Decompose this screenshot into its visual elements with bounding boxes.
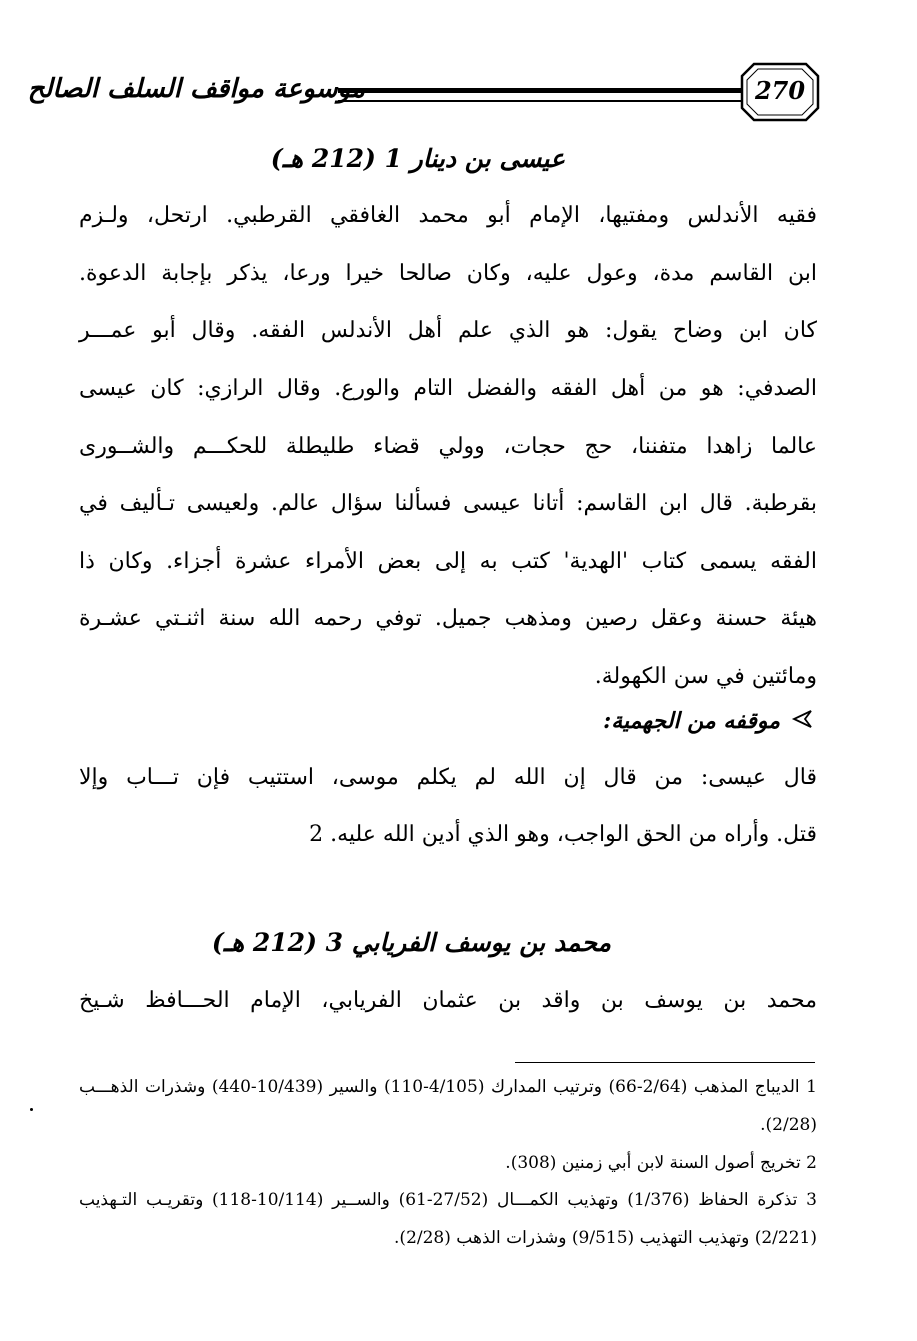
paragraph-line: عالما زاهدا متفننا، حج حجات، وولي قضاء طليطلة للحكـــم والشــورى [79,434,817,459]
paragraph-line: ابن القاسم مدة، وعول عليه، وكان صالحا خيرا ورعا، يذكر بإجابة الدعوة. [79,261,817,286]
footnote: (2/221) وتهذيب التهذيب (9/515) وشذرات الذهب (2/28). [394,1228,817,1248]
section-heading: عيسى بن دينار 1 (212 هـ) [270,144,565,173]
paragraph-line: الفقه يسمى كتاب 'الهدية' كتب به إلى بعض الأمراء عشرة أجزاء. وكان ذا [79,549,817,574]
page-number: 270 [754,76,806,105]
page-number-badge [740,62,820,122]
paragraph-line: بقرطبة. قال ابن القاسم: أتانا عيسى فسألنا سؤال عالم. ولعيسى تـأليف في [79,491,817,516]
paragraph-line: ومائتين في سن الكهولة. [594,664,817,689]
footnote: (2/28). [760,1115,817,1135]
footnote: 1 الديباج المذهب (2/64-66) وترتيب المدارك (4/105-110) والسير (10/439-440) وشذرات الذهـــب [79,1077,817,1097]
arrowhead-bullet-icon [791,708,813,736]
paragraph-line: قتل. وأراه من الحق الواجب، وهو الذي أدين الله عليه. 2 [309,822,817,847]
paragraph-line: الصدفي: هو من أهل الفقه والفضل التام والورع. وقال الرازي: كان عيسى [79,376,817,401]
header-rule [338,88,743,102]
footnote: 2 تخريج أصول السنة لابن أبي زمنين (308). [505,1153,817,1173]
section-heading: محمد بن يوسف الفريابي 3 (212 هـ) [211,928,611,957]
page-header [27,62,825,122]
paragraph-line: هيئة حسنة وعقل رصين ومذهب جميل. توفي رحمه الله سنة اثنـتي عشـرة [79,606,817,631]
paragraph-line: قال عيسى: من قال إن الله لم يكلم موسى، استتيب فإن تـــاب وإلا [79,765,817,790]
paragraph-line: محمد بن يوسف بن واقد بن عثمان الفريابي، الإمام الحـــافظ شـيخ [79,988,817,1013]
paragraph-line: كان ابن وضاح يقول: هو الذي علم أهل الأندلس الفقه. وقال أبو عمـــر [79,318,817,343]
footnote-separator [515,1062,815,1063]
footnote: 3 تذكرة الحفاظ (1/376) وتهذيب الكمـــال (27/52-61) والســير (10/114-118) وتقريـب التـهذيب [79,1190,817,1210]
paragraph-line: فقيه الأندلس ومفتيها، الإمام أبو محمد الغافقي القرطبي. ارتحل، ولـزم [79,203,817,228]
speck [30,1108,33,1111]
book-title: موسوعة مواقف السلف الصالح [27,74,365,104]
subheading: موقفه من الجهمية: [603,708,780,734]
